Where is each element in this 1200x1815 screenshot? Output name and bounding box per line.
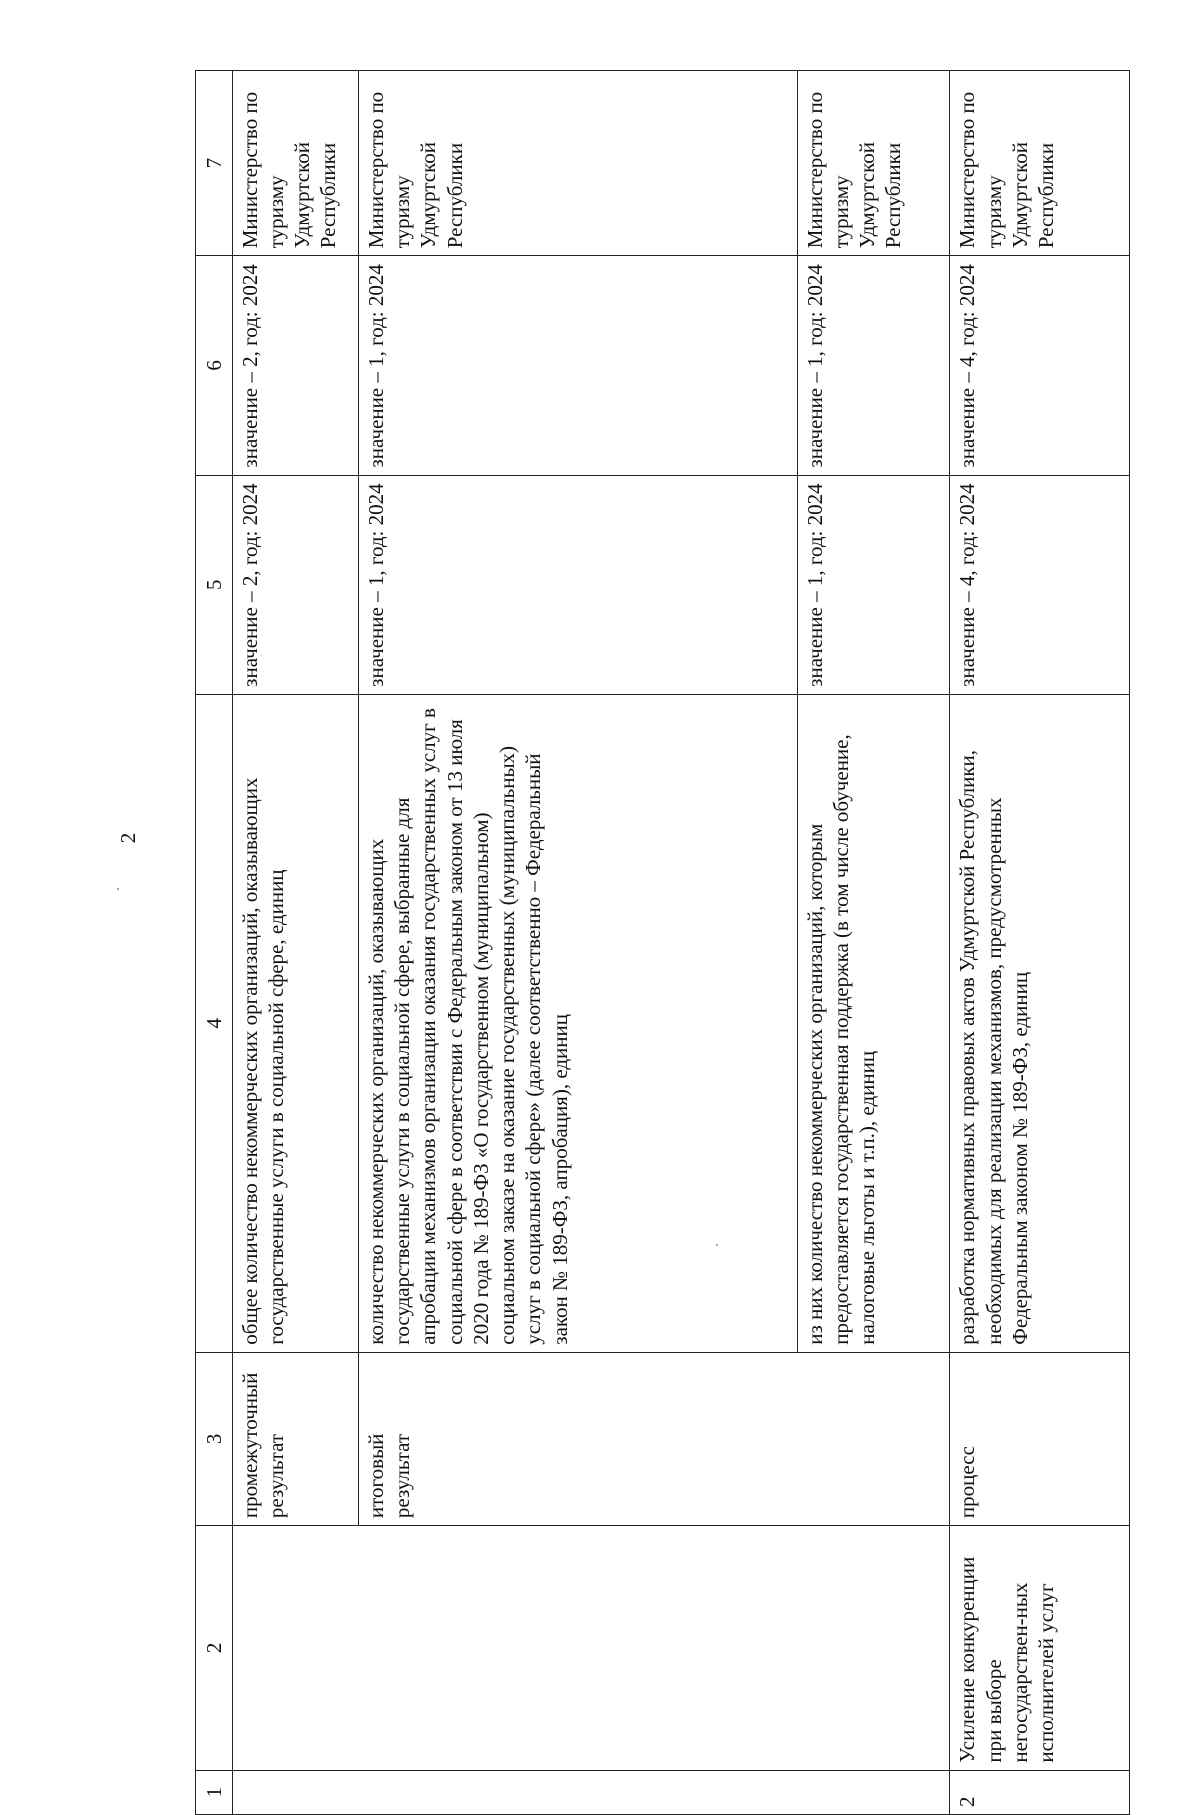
- responsible-cell: Министерство по туризму Удмуртской Республики: [797, 71, 950, 256]
- rotated-table-container: [195, 70, 1130, 1815]
- value-cell-5: значение – 1, год: 2024: [797, 475, 950, 694]
- scan-speck: [716, 1244, 718, 1246]
- responsible-cell: Министерство по туризму Удмуртской Республики: [358, 71, 797, 256]
- header-cell-6: 6: [196, 256, 233, 475]
- table-row: [950, 71, 1130, 1815]
- header-cell-2: 2: [196, 1526, 233, 1770]
- header-row: [196, 71, 233, 1815]
- page-number: 2: [116, 832, 140, 844]
- header-cell-3: 3: [196, 1352, 233, 1525]
- indicator-cell: общее количество некоммерческих организаций, оказывающих государственные услуги в социальной сфере, единиц: [232, 694, 358, 1352]
- value-cell-6: значение – 2, год: 2024: [232, 256, 358, 475]
- table-row: [232, 71, 358, 1815]
- results-table: [195, 70, 1130, 1815]
- header-cell-7: 7: [196, 71, 233, 256]
- indicator-cell: количество некоммерческих организаций, оказывающих государственные услуги в социальной сфере, выбранные для апробации механизмов организации оказания государственных услуг в социальной сфере в соответствии с Федеральным законом от 13 июля 2020 года № 189-ФЗ «О государственном (муниципальном) социальном заказе на оказание государственных (муниципальных) услуг в социальной сфере» (далее соответственно – Федеральный закон № 189-ФЗ, апробация), единиц: [358, 694, 797, 1352]
- task-cell: Усиление конкуренции при выборе негосударствен-ных исполнителей услуг: [950, 1526, 1130, 1770]
- scan-speck: [117, 888, 119, 890]
- result-type-cell: промежуточный результат: [232, 1352, 358, 1525]
- indicator-cell: разработка нормативных правовых актов Удмуртской Республики, необходимых для реализации механизмов, предусмотренных Федеральным законом № 189-ФЗ, единиц: [950, 694, 1130, 1352]
- row-number-cell: [232, 1770, 950, 1814]
- result-type-cell: процесс: [950, 1352, 1130, 1525]
- indicator-cell: из них количество некоммерческих организаций, которым предоставляется государственная поддержка (в том числе обучение, налоговые льготы и т.п.), единиц: [797, 694, 950, 1352]
- header-cell-1: 1: [196, 1770, 233, 1814]
- value-cell-5: значение – 4, год: 2024: [950, 475, 1130, 694]
- value-cell-6: значение – 1, год: 2024: [797, 256, 950, 475]
- responsible-cell: Министерство по туризму Удмуртской Республики: [232, 71, 358, 256]
- task-cell: [232, 1526, 950, 1770]
- header-cell-4: 4: [196, 694, 233, 1352]
- result-type-cell: итоговый результат: [358, 1352, 950, 1525]
- responsible-cell: Министерство по туризму Удмуртской Республики: [950, 71, 1130, 256]
- header-cell-5: 5: [196, 475, 233, 694]
- value-cell-5: значение – 1, год: 2024: [358, 475, 797, 694]
- row-number-cell: 2: [950, 1770, 1130, 1814]
- value-cell-5: значение – 2, год: 2024: [232, 475, 358, 694]
- value-cell-6: значение – 1, год: 2024: [358, 256, 797, 475]
- value-cell-6: значение – 4, год: 2024: [950, 256, 1130, 475]
